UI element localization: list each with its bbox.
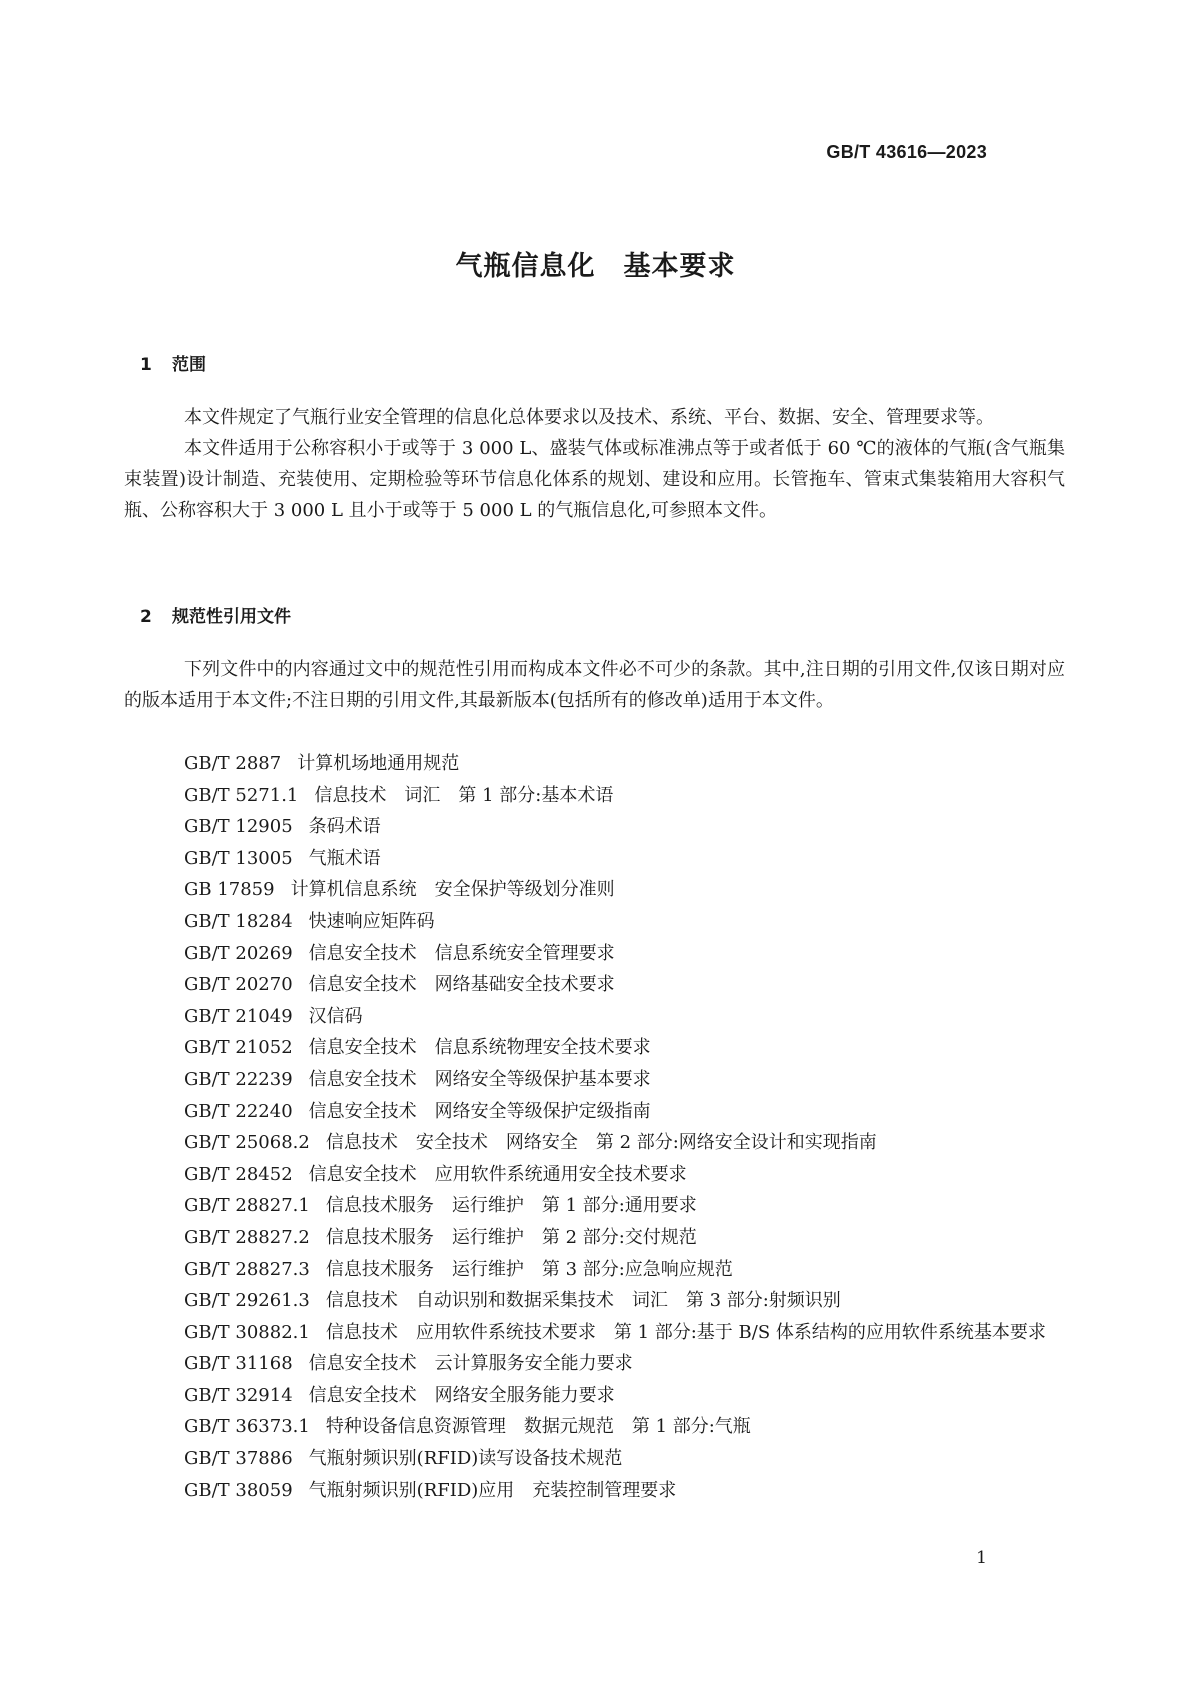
reference-item <box>124 1475 1065 1507</box>
reference-item <box>124 843 1065 875</box>
reference-code: GB/T 21049 <box>184 1005 293 1027</box>
reference-title: 信息技术服务 运行维护 第 2 部分:交付规范 <box>325 1226 697 1248</box>
reference-item <box>124 1348 1065 1380</box>
reference-item <box>124 1317 1065 1349</box>
reference-title: 计算机场地通用规范 <box>297 753 460 774</box>
reference-title: 汉信码 <box>308 1005 363 1027</box>
reference-title: 信息技术 安全技术 网络安全 第 2 部分:网络安全设计和实现指南 <box>325 1132 877 1154</box>
reference-item <box>124 1096 1065 1128</box>
paragraph: 下列文件中的内容通过文中的规范性引用而构成本文件必不可少的条款。其中,注日期的引用文件,仅该日期对应的版本适用于本文件;不注日期的引用文件,其最新版本(包括所有的修改单)适用于本文件。 <box>124 659 1065 711</box>
reference-item <box>124 1127 1065 1159</box>
reference-item <box>124 874 1065 906</box>
section-title: 规范性引用文件 <box>172 607 291 627</box>
reference-item <box>124 1411 1065 1443</box>
reference-code: GB/T 37886 <box>184 1448 293 1470</box>
reference-code: GB/T 30882.1 <box>184 1321 310 1343</box>
reference-item <box>124 1159 1065 1191</box>
reference-code: GB/T 32914 <box>184 1384 293 1406</box>
reference-title: 气瓶射频识别(RFID)读写设备技术规范 <box>308 1448 623 1470</box>
reference-item <box>124 1285 1065 1317</box>
reference-code: GB/T 2887 <box>184 753 282 774</box>
section-number: 2 <box>140 607 152 627</box>
reference-item <box>124 1032 1065 1064</box>
reference-item <box>124 1064 1065 1096</box>
reference-code: GB/T 21052 <box>184 1037 293 1059</box>
references-intro <box>124 654 1065 716</box>
reference-title: 信息安全技术 信息系统安全管理要求 <box>308 942 615 964</box>
reference-title: 信息安全技术 网络基础安全技术要求 <box>308 974 615 996</box>
reference-title: 信息安全技术 云计算服务安全能力要求 <box>308 1353 633 1375</box>
scope-body <box>124 402 1065 526</box>
reference-title: 信息技术服务 运行维护 第 1 部分:通用要求 <box>325 1195 697 1217</box>
document-title: 气瓶信息化 基本要求 <box>455 251 736 282</box>
standard-id: GB/T 43616—2023 <box>826 142 987 162</box>
reference-code: GB/T 31168 <box>184 1353 293 1375</box>
paragraph: 本文件规定了气瓶行业安全管理的信息化总体要求以及技术、系统、平台、数据、安全、管理要求等。 <box>184 407 994 428</box>
reference-title: 信息安全技术 应用软件系统通用安全技术要求 <box>308 1163 687 1185</box>
reference-title: 气瓶术语 <box>308 847 381 869</box>
reference-title: 特种设备信息资源管理 数据元规范 第 1 部分:气瓶 <box>325 1416 751 1438</box>
reference-code: GB 17859 <box>184 879 275 901</box>
reference-title: 快速响应矩阵码 <box>308 910 435 932</box>
reference-code: GB/T 28452 <box>184 1163 293 1185</box>
section-heading-scope <box>140 350 206 375</box>
reference-item <box>124 938 1065 970</box>
reference-code: GB/T 28827.3 <box>184 1258 310 1280</box>
reference-list <box>124 748 1065 1506</box>
paragraph: 本文件适用于公称容积小于或等于 3 000 L、盛装气体或标准沸点等于或者低于 60 ℃的液体的气瓶(含气瓶集束装置)设计制造、充装使用、定期检验等环节信息化体系的规划、建设和应用。长管拖车、管束式集装箱用大容积气瓶、公称容积大于 3 000 L 且小于或等于 5 000 L 的气瓶信息化,可参照本文件。 <box>124 438 1065 521</box>
reference-title: 信息技术 词汇 第 1 部分:基本术语 <box>314 784 614 806</box>
reference-item <box>124 1001 1065 1033</box>
reference-code: GB/T 36373.1 <box>184 1416 310 1438</box>
reference-item <box>124 811 1065 843</box>
reference-code: GB/T 22239 <box>184 1068 293 1090</box>
reference-title: 信息安全技术 网络安全等级保护定级指南 <box>308 1100 651 1122</box>
reference-title: 信息技术 自动识别和数据采集技术 词汇 第 3 部分:射频识别 <box>325 1290 841 1312</box>
reference-item <box>124 748 1065 780</box>
reference-code: GB/T 20269 <box>184 942 293 964</box>
reference-code: GB/T 28827.1 <box>184 1195 310 1217</box>
reference-code: GB/T 28827.2 <box>184 1226 310 1248</box>
reference-title: 气瓶射频识别(RFID)应用 充装控制管理要求 <box>308 1479 677 1501</box>
reference-item <box>124 1443 1065 1475</box>
reference-title: 信息安全技术 信息系统物理安全技术要求 <box>308 1037 651 1059</box>
reference-code: GB/T 29261.3 <box>184 1290 310 1312</box>
reference-code: GB/T 22240 <box>184 1100 293 1122</box>
reference-title: 信息技术服务 运行维护 第 3 部分:应急响应规范 <box>325 1258 733 1280</box>
reference-title: 信息安全技术 网络安全等级保护基本要求 <box>308 1068 651 1090</box>
reference-item <box>124 1254 1065 1286</box>
reference-item <box>124 1190 1065 1222</box>
reference-item <box>124 780 1065 812</box>
section-heading-normative-references <box>140 602 291 627</box>
reference-code: GB/T 13005 <box>184 847 293 869</box>
reference-title: 信息安全技术 网络安全服务能力要求 <box>308 1384 615 1406</box>
section-title: 范围 <box>172 355 206 375</box>
reference-code: GB/T 38059 <box>184 1479 293 1501</box>
reference-code: GB/T 5271.1 <box>184 784 299 806</box>
reference-item <box>124 1222 1065 1254</box>
reference-code: GB/T 18284 <box>184 910 293 932</box>
reference-item <box>124 969 1065 1001</box>
reference-title: 信息技术 应用软件系统技术要求 第 1 部分:基于 B/S 体系结构的应用软件系统基本要求 <box>325 1321 1046 1343</box>
reference-title: 条码术语 <box>308 816 381 838</box>
section-number: 1 <box>140 355 152 375</box>
reference-code: GB/T 20270 <box>184 974 293 996</box>
reference-code: GB/T 12905 <box>184 816 293 838</box>
reference-code: GB/T 25068.2 <box>184 1132 310 1154</box>
reference-item <box>124 1380 1065 1412</box>
page-number: 1 <box>976 1548 987 1568</box>
reference-item <box>124 906 1065 938</box>
reference-title: 计算机信息系统 安全保护等级划分准则 <box>290 879 615 901</box>
